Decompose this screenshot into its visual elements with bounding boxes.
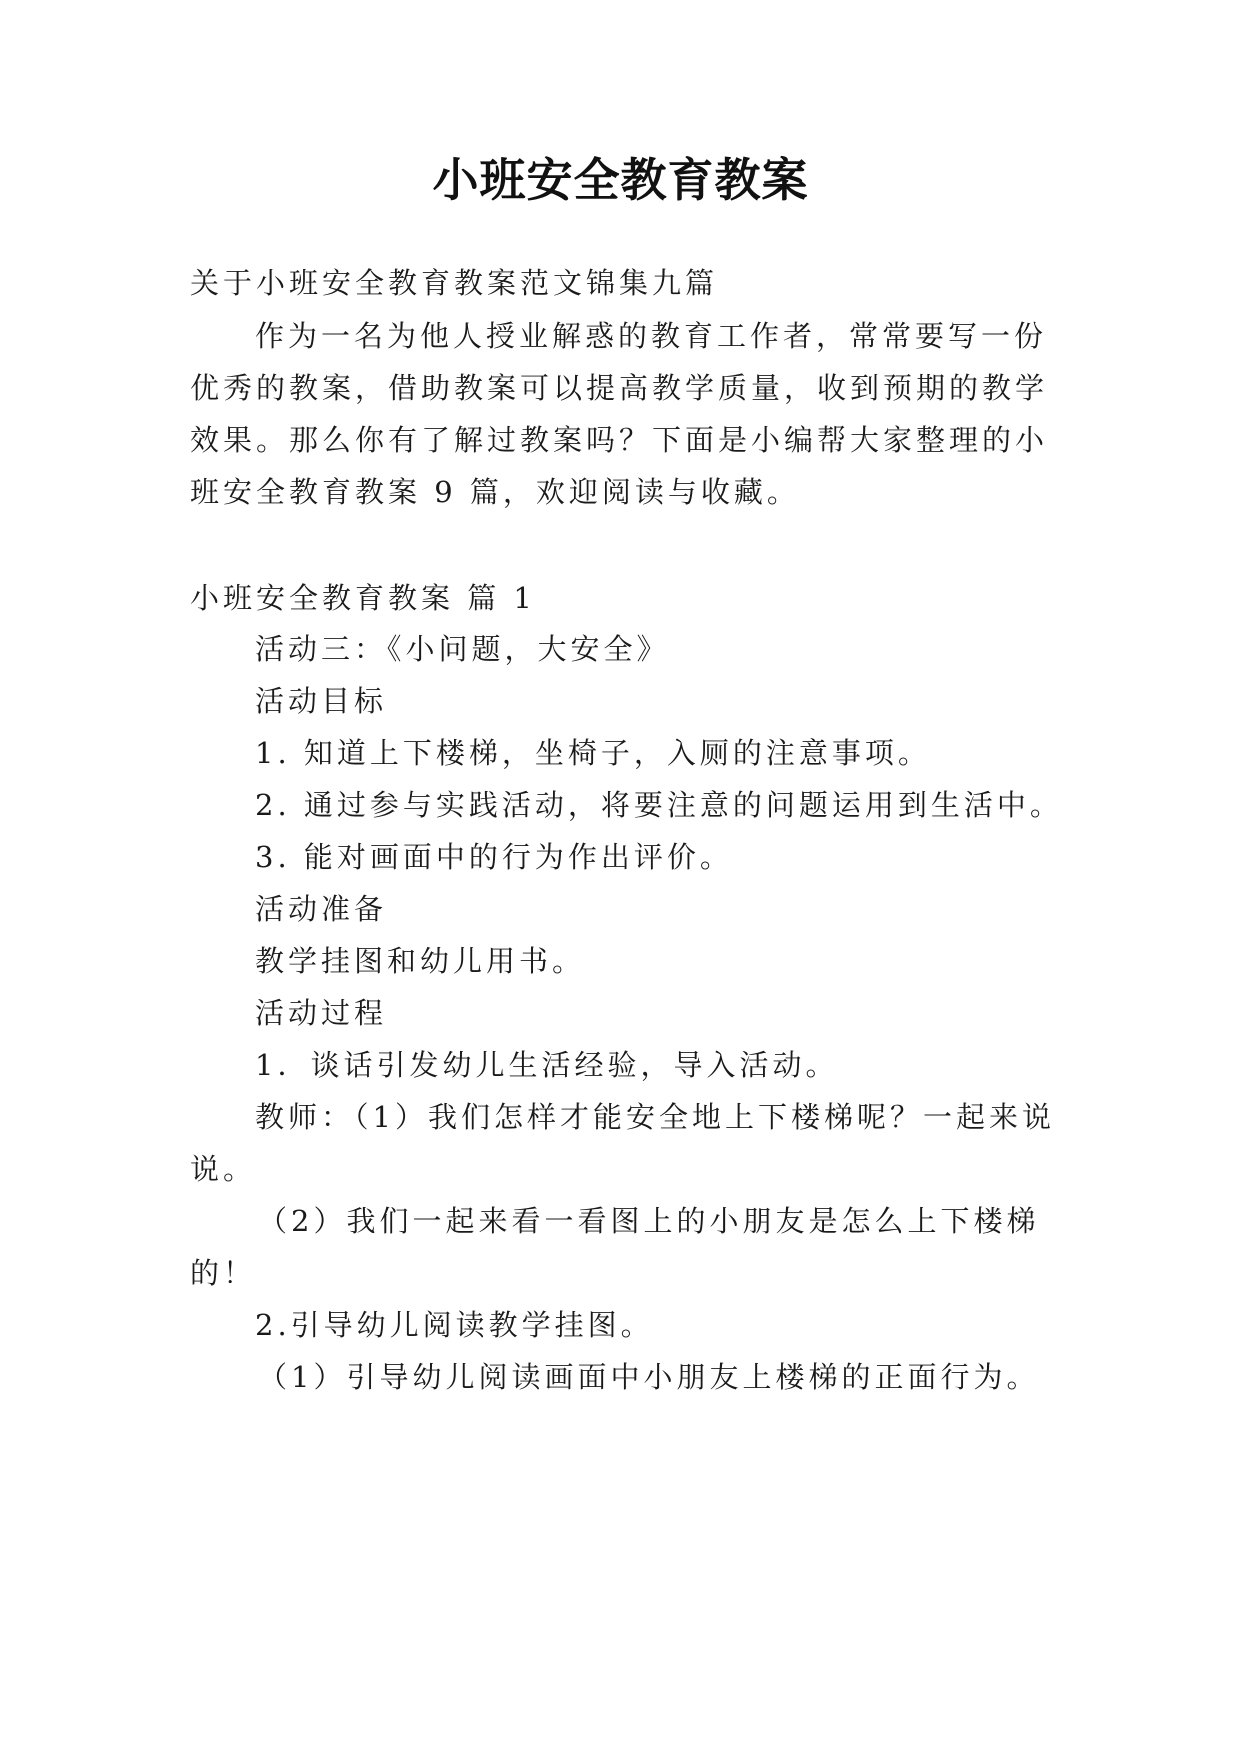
goal-item-2: 2. 通过参与实践活动，将要注意的问题运用到生活中。	[255, 788, 1063, 822]
teacher-question-1-line-1: 教师：（1）我们怎样才能安全地上下楼梯呢？一起来说	[255, 1100, 1055, 1134]
goal-item-1: 1. 知道上下楼梯，坐椅子，入厕的注意事项。	[255, 736, 931, 770]
intro-paragraph-line-3: 效果。那么你有了解过教案吗？下面是小编帮大家整理的小	[190, 423, 1049, 457]
intro-paragraph-line-1: 作为一名为他人授业解惑的教育工作者，常常要写一份	[255, 319, 1048, 353]
intro-paragraph-line-4: 班安全教育教案 9 篇，欢迎阅读与收藏。	[190, 475, 800, 509]
goal-item-3: 3. 能对画面中的行为作出评价。	[255, 840, 733, 874]
section-heading: 小班安全教育教案 篇 1	[190, 581, 536, 615]
teacher-question-1-line-2: 说。	[190, 1152, 257, 1186]
prep-text: 教学挂图和幼儿用书。	[255, 944, 586, 978]
goals-heading: 活动目标	[255, 684, 388, 718]
process-step-1: 1．谈话引发幼儿生活经验，导入活动。	[255, 1048, 839, 1082]
activity-title: 活动三：《小问题，大安全》	[255, 632, 670, 666]
process-step-2-sub-1: （1）引导幼儿阅读画面中小朋友上楼梯的正面行为。	[258, 1360, 1040, 1394]
process-heading: 活动过程	[255, 996, 388, 1030]
intro-subtitle: 关于小班安全教育教案范文锦集九篇	[190, 266, 719, 300]
teacher-question-2-line-2: 的！	[190, 1256, 257, 1290]
document-title: 小班安全教育教案	[432, 153, 809, 207]
teacher-question-2-line-1: （2）我们一起来看一看图上的小朋友是怎么上下楼梯	[258, 1204, 1040, 1238]
intro-paragraph-line-2: 优秀的教案，借助教案可以提高教学质量，收到预期的教学	[190, 371, 1049, 405]
prep-heading: 活动准备	[255, 892, 388, 926]
process-step-2: 2.引导幼儿阅读教学挂图。	[255, 1308, 654, 1342]
